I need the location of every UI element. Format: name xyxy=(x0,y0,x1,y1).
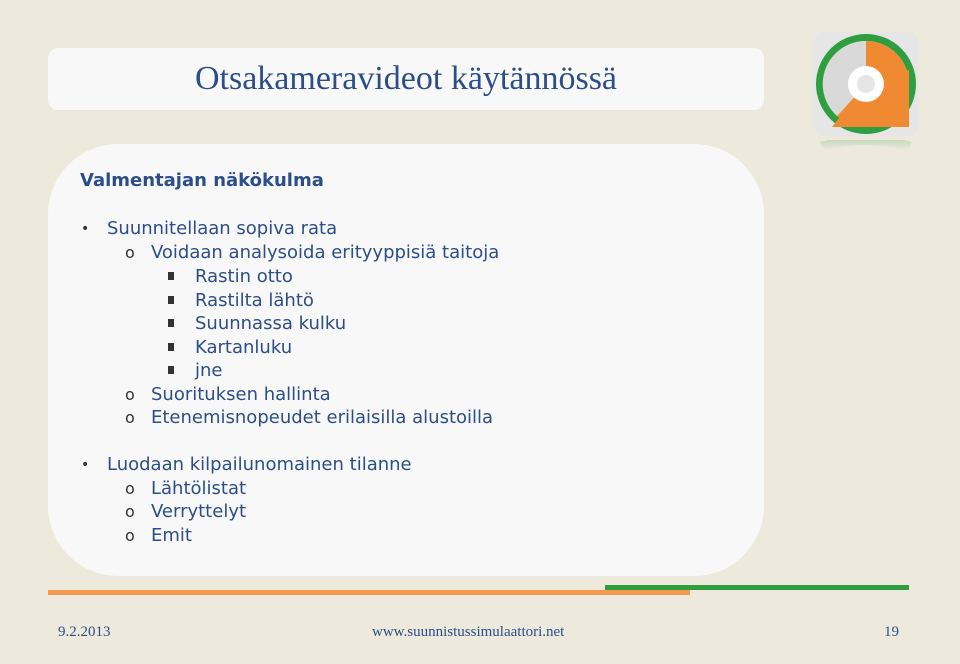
bullet-text: Voidaan analysoida erityyppisiä taitoja xyxy=(151,242,500,263)
square-bullet-icon xyxy=(168,296,174,304)
bullet-marker: o xyxy=(125,408,135,427)
bullet-text: Lähtölistat xyxy=(151,478,247,499)
bullet-text: Suunnitellaan sopiva rata xyxy=(107,218,338,239)
bullet-item xyxy=(125,524,192,548)
bullet-item xyxy=(195,265,293,289)
content-box xyxy=(48,144,764,576)
bullet-item xyxy=(81,453,412,477)
square-bullet-icon xyxy=(168,343,174,351)
bullet-text: Kartanluku xyxy=(195,337,293,358)
bullet-text: Verryttelyt xyxy=(151,501,247,522)
bullet-marker: o xyxy=(125,243,135,262)
bullet-item xyxy=(125,406,494,430)
footer-url: www.suunnistussimulaattori.net xyxy=(372,624,565,640)
bullet-marker: • xyxy=(81,221,90,237)
bullet-text: Luodaan kilpailunomainen tilanne xyxy=(107,454,412,475)
bullet-text: Suorituksen hallinta xyxy=(151,384,331,405)
logo-reflection xyxy=(812,140,920,170)
bullet-text: Etenemisnopeudet erilaisilla alustoilla xyxy=(151,407,494,428)
bullet-item xyxy=(125,477,247,501)
bullet-item xyxy=(195,359,222,383)
bullet-marker: o xyxy=(125,385,135,404)
slide-title: Otsakameravideot käytännössä xyxy=(194,60,618,97)
orange-divider xyxy=(48,590,690,595)
bullet-text: Rastilta lähtö xyxy=(195,290,314,311)
bullet-item xyxy=(195,336,292,360)
bullet-item xyxy=(81,217,338,241)
bullet-marker: o xyxy=(125,479,135,498)
bullet-text: Rastin otto xyxy=(195,266,293,287)
bullet-item xyxy=(125,500,247,524)
square-bullet-icon xyxy=(168,272,174,280)
bullet-text: Emit xyxy=(151,525,192,546)
section-heading: Valmentajan näkökulma xyxy=(80,170,324,191)
bullet-marker: o xyxy=(125,526,135,545)
page-number: 19 xyxy=(884,624,899,640)
bullet-marker: • xyxy=(81,457,90,473)
bullet-text: jne xyxy=(195,360,223,381)
title-box xyxy=(48,48,764,110)
bullet-marker: o xyxy=(125,502,135,521)
orienteering-disc-logo-icon xyxy=(812,30,920,138)
bullet-item xyxy=(125,241,500,265)
bullet-text: Suunnassa kulku xyxy=(195,313,347,334)
square-bullet-icon xyxy=(168,366,174,374)
bullet-item xyxy=(125,383,331,407)
bullet-item xyxy=(195,289,314,313)
bullet-item xyxy=(195,312,346,336)
footer-date: 9.2.2013 xyxy=(58,624,111,640)
square-bullet-icon xyxy=(168,319,174,327)
